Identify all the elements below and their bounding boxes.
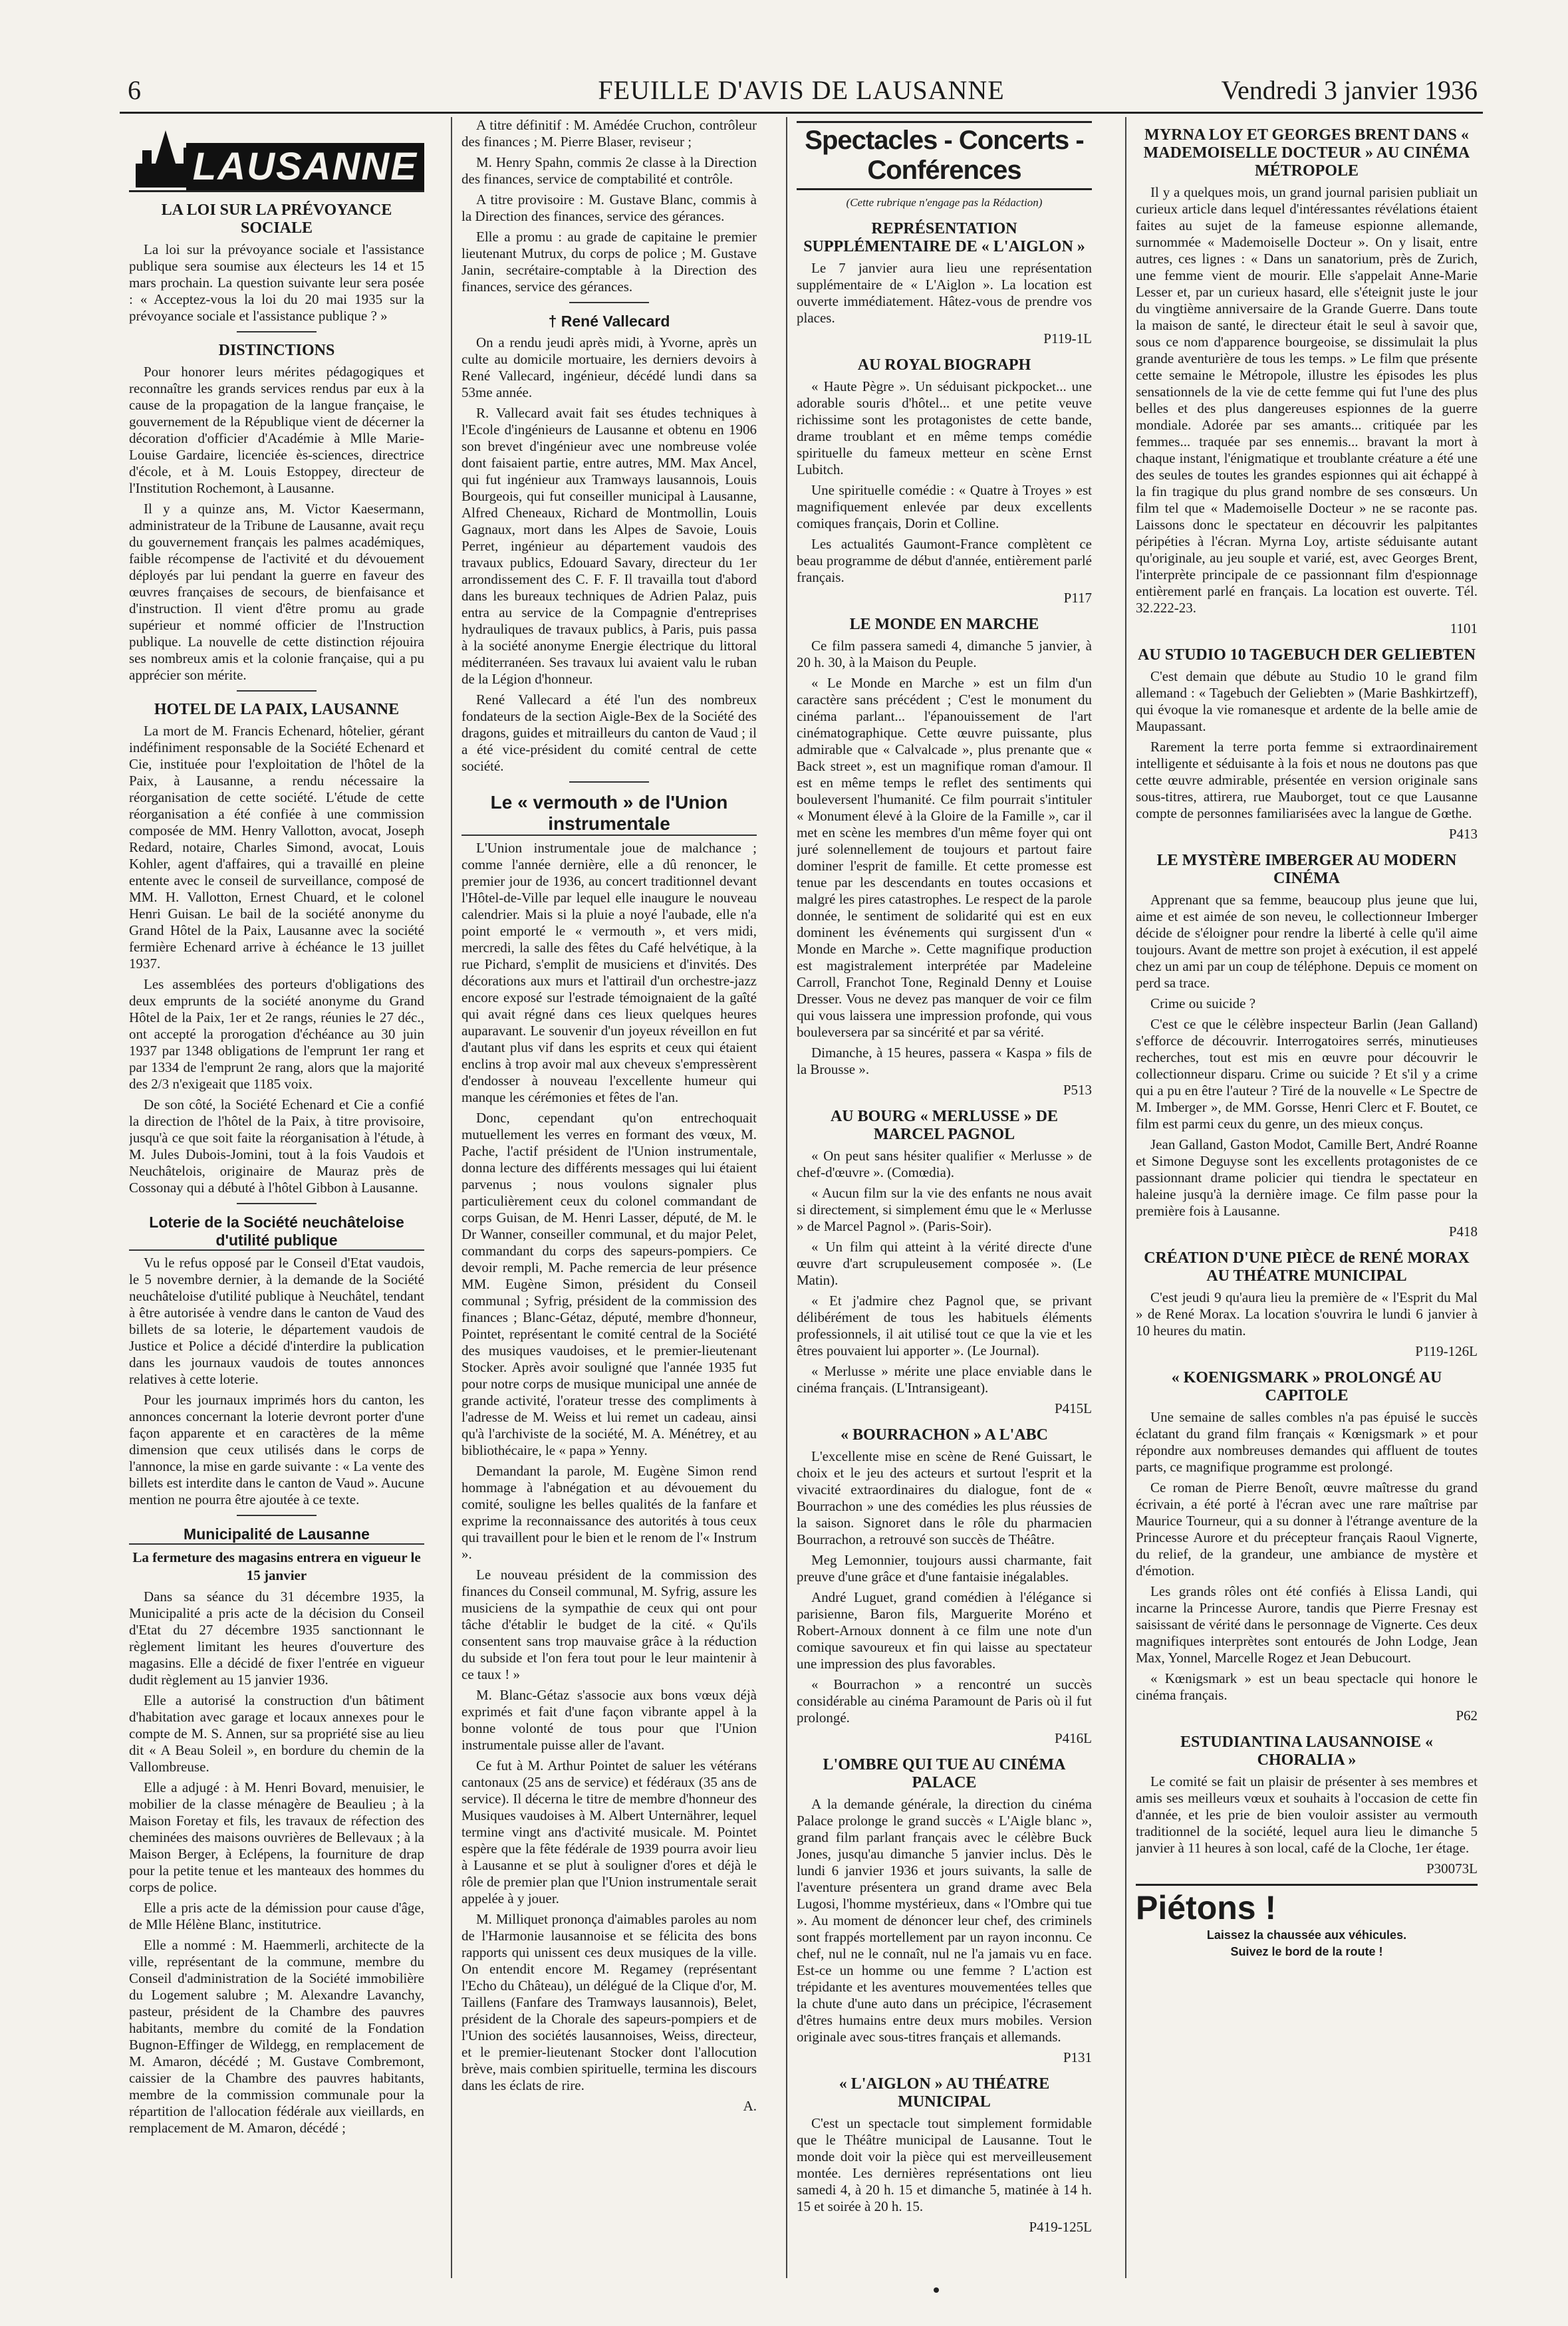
article-paragraph: C'est un spectacle tout simplement formidable que le Théâtre municipal de Lausanne. Tout le monde doit voir la pièce qui est merveilleusement montée. Les dernières représentations ont lieu samedi 4, à 20 h. 15 et dimanche 5, matinée à 14 h. 15 et soirée à 20 h. 15. <box>797 2115 1092 2214</box>
cathedral-icon <box>129 124 186 190</box>
column-4 <box>1136 117 1478 2311</box>
article-title: « KOENIGSMARK » PROLONGÉ AU CAPITOLE <box>1171 1369 1442 1404</box>
article-title: † René Vallecard <box>548 313 670 330</box>
article-paragraph: On a rendu jeudi après midi, à Yvorne, après un culte au domicile mortuaire, les derniers devoirs à René Vallecard, ingénieur, décédé lundi dans sa 53me année. <box>461 334 757 400</box>
article-paragraph: « On peut sans hésiter qualifier « Merlusse » de chef-d'œuvre ». (Comœdia). <box>797 1148 1092 1180</box>
column-1 <box>129 117 424 2311</box>
article-paragraph: Ce fut à M. Arthur Pointet de saluer les vétérans cantonaux (25 ans de service) et fédéraux (35 ans de service). Il décerna le titre de membre d'honneur des Musiques vaudoises à M. Albert Unternährer, lequel termine vingt ans d'activité musicale. M. Pointet espère que la fête fédérale de 1939 pourra avoir lieu à Lausanne et se plut à souligner d'ores et déjà le rôle de premier plan que l'Union instrumentale serait appelée à y jouer. <box>461 1757 757 1906</box>
article-title: AU ROYAL BIOGRAPH <box>857 356 1031 374</box>
article-title: L'OMBRE QUI TUE AU CINÉMA PALACE <box>823 1756 1066 1791</box>
article-title: LA LOI SUR LA PRÉVOYANCE SOCIALE <box>161 201 392 237</box>
ad-reference: P62 <box>1456 1708 1478 1724</box>
ad-reference: P117 <box>1063 590 1092 606</box>
column-rule <box>786 117 787 2278</box>
article-paragraph: « Le Monde en Marche » est un film d'un caractère sans précédent ; C'est le monument du cinéma parlant... l'épanouissement de l'art cinématographique. Cette œuvre puissante, plus admirable que « Calvalcade », plus prenante que « Back street », est un magnifique roman d'amour. Il est en même temps le reflet des sentiments qui bouleversent l'humanité. Ce film pourrait s'intituler « Monument élevé à la Gloire de la Famille », car il met en scène les membres d'un même foyer qui ont juré solennellement de toujours et partout faire dominer l'esprit de famille. Et cette promesse est tenue par les descendants en toutes occasions et malgré les pires catastrophes. Le respect de la parole donnée, le sentiment de solidarité qui est en eux dominent les événements qui surgissent d'un « Monde en Marche ». Cette magnifique production est magistralement interprétée par Madeleine Carroll, Franchot Tone, Reginald Denny et Louise Dresser. Vous ne devez pas manquer de voir ce film qui vous laissera une impression profonde, qui vous bouleversera par sa sincérité et par sa vérité. <box>797 675 1092 1040</box>
article-paragraph: Apprenant que sa femme, beaucoup plus jeune que lui, aime et est aimée de son neveu, le collectionneur Imberger décide de s'éloigner pour rendre la liberté à celle qu'il aime toujours. Avant de mettre son projet à exécution, il est appelé chez un ami par un coup de téléphone. Depuis ce moment on perd sa trace. <box>1136 892 1478 991</box>
article-paragraph: M. Henry Spahn, commis 2e classe à la Direction des finances, service de comptabilité et contrôle. <box>461 154 757 187</box>
page-number: 6 <box>128 75 141 105</box>
article-paragraph: R. Vallecard avait fait ses études techniques à l'Ecole d'ingénieurs de Lausanne et obtenu en 1906 son brevet d'ingénieur avec une nombreuse volée dont faisaient partie, entre autres, MM. Max Ancel, qui fut ingénieur aux Tramways lausannois, Louis Bourgeois, qui fut conseiller municipal à Lausanne, Alfred Cheneaux, Richard de Montmollin, Louis Gagnaux, mort dans les Alpes de Savoie, Louis Perret, ingénieur au département vaudois des travaux publics, Edouard Savary, directeur du 1er arrondissement des C. F. F. Il travailla tout d'abord dans les bureaux techniques de Adrien Palaz, puis entra au service de la Compagnie d'entreprises hydrauliques de travaux publics, à Paris, puis passa à la société anonyme Energie électrique du littoral méditerranéen. Ses travaux lui avaient valu le ruban de la Légion d'honneur. <box>461 405 757 687</box>
article-paragraph: Pour les journaux imprimés hors du canton, les annonces concernant la loterie devront porter d'une façon apparente et en caractères de la même dimension que ceux utilisés dans le corps de l'annonce, la mise en garde suivante : « La vente des billets est interdite dans le canton de Vaud ». Aucune mention ne pourra être ajoutée à ce texte. <box>129 1392 424 1507</box>
article-title: « BOURRACHON » A L'ABC <box>840 1426 1049 1444</box>
article-paragraph: Il y a quelques mois, un grand journal parisien publiait un curieux article dans lequel d'intéressantes révélations étaient faites au sujet de la fameuse espionne allemande, surnommée « Mademoiselle Docteur ». On y lisait, entre autres, ces lignes : « Dans un sanatorium, près de Zurich, une femme vient de mourir. Elle s'appelait Anne-Marie Lesser et, par un curieux hasard, elle s'éteignit juste le jour du vingtième anniversaire de la Grande Guerre. Dans toute la maison de santé, le directeur était le seul à savoir que, sous ce nom d'apparence bourgeoise, se dissimulait la plus grande aventurière de tous les temps. » Le film que présente cette semaine le Métropole, illustre les épisodes les plus sensationnels de la vie de cette femme qui fut l'une des plus belles et des plus dangereuses espionnes de la guerre mondiale. Adorée par ses amants... critiquée par les femmes... traquée par ses ennemis... bravant la mort à chaque instant, l'énigmatique et troublante créature a été une des seules de toutes les grandes espionnes qui ait échappé à la fin tragique du plus grand nombre de ses consœurs. Un film tel que « Mademoiselle Docteur » ne se raconte pas. Laissons donc le spectateur en découvrir les palpitantes péripéties à l'écran. Myrna Loy, artiste séduisante autant qu'originale, au jeu souple et varié, est, avec Georges Brent, l'interprète principale de ce passionnant film d'espionnage entièrement parlé en français. La location est ouverte. Tél. 32.222-23. <box>1136 184 1478 616</box>
article-paragraph: Elle a autorisé la construction d'un bâtiment d'habitation avec garage et locaux annexes pour le compte de M. S. Annen, sur sa propriété sise au lieu dit « A Beau Soleil », en bordure du chemin de la Vallombreuse. <box>129 1692 424 1775</box>
article-paragraph: Elle a adjugé : à M. Henri Bovard, menuisier, le mobilier de la classe ménagère de Beaulieu ; à la Maison Foretay et fils, les travaux de réfection des cheminées des maisons ouvrières de Bellevaux ; à la Maison Berger, à Eclépens, la fourniture de drap pour la petite tenue et les manteaux des hommes du corps de police. <box>129 1779 424 1895</box>
article-paragraph: Meg Lemonnier, toujours aussi charmante, fait preuve d'une grâce et d'une fantaisie inégalables. <box>797 1552 1092 1585</box>
article-paragraph: « Haute Pègre ». Un séduisant pickpocket... une adorable souris d'hôtel... et une petite veuve richissime sont les protagonistes de cette bande, drame troublant et en même temps comédie spirituelle du fameux metteur en scène Ernst Lubitch. <box>797 378 1092 477</box>
notice-title: Piétons ! <box>1136 1889 1277 1926</box>
ad-reference: P131 <box>1063 2049 1092 2065</box>
article-title: Loterie de la Société neuchâteloise d'utilité publique <box>129 1214 424 1251</box>
article-paragraph: Une semaine de salles combles n'a pas épuisé le succès éclatant du grand film français « Kœnigsmark » et pour répondre aux nombreuses demandes qui affluent de toutes parts, ce magnifique programme est prolongé. <box>1136 1409 1478 1475</box>
article-paragraph: « Kœnigsmark » est un beau spectacle qui honore le cinéma français. <box>1136 1670 1478 1703</box>
article-paragraph: Elle a pris acte de la démission pour cause d'âge, de Mlle Hélène Blanc, institutrice. <box>129 1900 424 1932</box>
masthead: FEUILLE D'AVIS DE LAUSANNE <box>598 75 1005 105</box>
notice-box <box>1136 1884 1478 1960</box>
article-title: Le « vermouth » de l'Union instrumentale <box>461 792 757 836</box>
article-paragraph: A titre définitif : M. Amédée Cruchon, contrôleur des finances ; M. Pierre Blaser, reviseur ; <box>461 117 757 150</box>
divider <box>237 1515 317 1516</box>
divider <box>237 690 317 692</box>
ad-reference: P119-1L <box>1043 330 1092 346</box>
article-paragraph: Vu le refus opposé par le Conseil d'Etat vaudois, le 5 novembre dernier, à la demande de la Société neuchâteloise d'utilité publique à Neuchâtel, tendant à être autorisée à vendre dans le canton de Vaud des billets de sa loterie, le département vaudois de Justice et Police a décidé d'interdire la publication dans les journaux vaudois de toutes annonces relatives à cette loterie. <box>129 1255 424 1387</box>
column-2 <box>461 117 757 2311</box>
divider <box>569 781 649 783</box>
article-paragraph: Dimanche, à 15 heures, passera « Kaspa » fils de la Brousse ». <box>797 1045 1092 1077</box>
article-paragraph: « Et j'admire chez Pagnol que, se privant délibérément de tous les habituels éléments professionnels, il ait utilisé tout ce que la vie et les êtres pouvaient lui apporter ». (Le Journal). <box>797 1293 1092 1358</box>
article-paragraph: « Un film qui atteint à la vérité directe d'une œuvre d'art scrupuleusement composée ». (Le Matin). <box>797 1239 1092 1288</box>
article-paragraph: A titre provisoire : M. Gustave Blanc, commis à la Direction des finances, service des gérances. <box>461 192 757 224</box>
column-3 <box>797 117 1092 2311</box>
article-paragraph: Une spirituelle comédie : « Quatre à Troyes » est magnifiquement enlevée par deux excellents comiques français, Dorin et Colline. <box>797 482 1092 531</box>
ad-reference: P416L <box>1054 1730 1092 1746</box>
issue-date: Vendredi 3 janvier 1936 <box>1221 75 1478 105</box>
article-paragraph: Le 7 janvier aura lieu une représentation supplémentaire de « L'Aiglon ». La location est ouverte immédiatement. Hâtez-vous de prendre vos places. <box>797 260 1092 326</box>
article-paragraph: Demandant la parole, M. Eugène Simon rend hommage à l'abnégation et au dévouement du comité, souligne les belles qualités de la fanfare et exprime la reconnaissance des autorités à tous ceux qui travaillent pour le bien et le renom de l'« Instrum ». <box>461 1463 757 1562</box>
page-mark <box>934 2287 939 2293</box>
divider <box>237 1203 317 1204</box>
ad-reference: P30073L <box>1426 1861 1478 1876</box>
article-paragraph: « Aucun film sur la vie des enfants ne nous avait si directement, si simplement ému que le « Merlusse » de Marcel Pagnol ». (Paris-Soir). <box>797 1185 1092 1234</box>
article-title: ESTUDIANTINA LAUSANNOISE « CHORALIA » <box>1180 1734 1434 1769</box>
article-paragraph: M. Blanc-Gétaz s'associe aux bons vœux déjà exprimés et fait d'une façon vibrante appel à la bonne volonté de tous pour que l'Union instrumentale puisse aller de l'avant. <box>461 1687 757 1753</box>
divider <box>237 331 317 332</box>
article-title: MYRNA LOY ET GEORGES BRENT DANS « MADEMOISELLE DOCTEUR » AU CINÉMA MÉTROPOLE <box>1143 126 1470 180</box>
article-paragraph: André Luguet, grand comédien à l'élégance si parisienne, Baron fils, Marguerite Moréno et Robert-Arnoux donnent à ce film une note d'un comique savoureux et fin qui laisse au spectateur une impression des plus favorables. <box>797 1589 1092 1672</box>
article-paragraph: C'est ce que le célèbre inspecteur Barlin (Jean Galland) s'efforce de découvrir. Interrogatoires serrés, minutieuses recherches, tout est mis en œuvre pour découvrir le collectionneur disparu. Crime ou suicide ? Et s'il y a crime qui a pu en être l'auteur ? Tiré de la nouvelle « Le Spectre de M. Imberger », de MM. Gorsse, Henri Clerc et F. Boutet, ce film est parmi ceux du genre, un des mieux conçus. <box>1136 1016 1478 1132</box>
column-rule <box>1125 117 1126 2278</box>
ad-reference: P413 <box>1448 826 1478 842</box>
section-note: (Cette rubrique n'engage pas la Rédaction) <box>846 196 1043 209</box>
article-paragraph: « Merlusse » mérite une place enviable dans le cinéma français. (L'Intransigeant). <box>797 1363 1092 1396</box>
article-paragraph: De son côté, la Société Echenard et Cie a confié la direction de l'hôtel de la Paix, à titre provisoire, jusqu'à ce que soit faite la réorganisation à l'étude, à M. Jules Dubois-Jomini, tout à la fois Vaudois et Neuchâtelois, originaire de Mauraz près de Cossonay qui a débuté à l'hôtel Gibbon à Lausanne. <box>129 1097 424 1196</box>
article-title: REPRÉSENTATION SUPPLÉMENTAIRE DE « L'AIGLON » <box>803 220 1085 255</box>
article-title: AU BOURG « MERLUSSE » DE MARCEL PAGNOL <box>830 1108 1059 1143</box>
article-paragraph: Pour honorer leurs mérites pédagogiques et reconnaître les grands services rendus par eux à la cause de la propagation de la langue française, le gouvernement de la République vient de décerner la décoration d'officier d'Académie à Mlle Marie-Louise Gardaire, licenciée ès-sciences, directrice d'école, et à M. Louis Estoppey, directeur de l'Institution Rochemont, à Lausanne. <box>129 364 424 496</box>
article-paragraph: René Vallecard a été l'un des nombreux fondateurs de la section Aigle-Bex de la Société des dragons, guides et mitrailleurs du canton de Vaud ; il a été vice-président du comité central de cette société. <box>461 692 757 774</box>
article-subtitle: La fermeture des magasins entrera en vigueur le 15 janvier <box>132 1549 421 1583</box>
ad-reference: P418 <box>1448 1224 1478 1239</box>
article-paragraph: Jean Galland, Gaston Modot, Camille Bert, André Roanne et Simone Deguyse sont les excellents protagonistes de ce passionnant drame policier qui tiendra le spectateur en haleine jusqu'à la dernière image. Ce film passe pour la première fois à Lausanne. <box>1136 1136 1478 1219</box>
article-paragraph: Donc, cependant qu'on entrechoquait mutuellement les verres en formant des vœux, M. Pache, l'actif président de l'Union instrumentale, donna lecture des différents messages qui lui étaient parvenus ; nous voulons signaler plus particulièrement ceux du colonel commandant de corps Guisan, de M. Henri Lasser, député, de M. le Dr Wanner, conseiller communal, et du major Pelet, commandant du corps des sapeurs-pompiers. Ce devoir rempli, M. Pache remercia de leur présence MM. Eugène Simon, président du Conseil communal ; Syfrig, président de la commission des finances ; Blanc-Gétaz, député, membre d'honneur, Pointet, représentant le comité central de la Société des musiques vaudoises, et le premier-lieutenant Stocker. Après avoir souligné que l'année 1935 fut pour notre corps de musique municipal une année de grande activité, l'orateur tresse des compliments à l'adresse de M. Weiss et lui remet un cadeau, ainsi qu'à l'archiviste de la société, M. A. Ménétrey, et au bibliothécaire, le « papa » Yenny. <box>461 1110 757 1458</box>
column-rule <box>451 117 452 2278</box>
article-title: AU STUDIO 10 TAGEBUCH DER GELIEBTEN <box>1138 646 1476 664</box>
notice-line: Suivez le bord de la route ! <box>1230 1945 1383 1958</box>
ad-reference: P415L <box>1054 1400 1092 1416</box>
ad-reference: P419-125L <box>1029 2219 1092 2235</box>
article-paragraph: Crime ou suicide ? <box>1150 995 1256 1011</box>
article-title: Municipalité de Lausanne <box>129 1525 424 1545</box>
article-paragraph: L'excellente mise en scène de René Guissart, le choix et le jeu des acteurs et surtout l'esprit et la vivacité extraordinaires du dialogue, font de « Bourrachon » une des comédies les plus réussies de la saison. Signoret dans le rôle du pharmacien Bourrachon, a retrouvé son succès de Théâtre. <box>797 1448 1092 1547</box>
article-paragraph: Dans sa séance du 31 décembre 1935, la Municipalité a pris acte de la décision du Conseil d'Etat du 27 décembre 1935 sanctionnant le règlement limitant les heures d'ouverture des magasins. Elle a décidé de fixer l'entrée en vigueur dudit règlement au 15 janvier 1936. <box>129 1589 424 1688</box>
article-title: LE MYSTÈRE IMBERGER AU MODERN CINÉMA <box>1156 852 1457 887</box>
article-paragraph: Ce roman de Pierre Benoît, œuvre maîtresse du grand écrivain, a été porté à l'écran avec une rare maîtrise par Maurice Tourneur, qui a su donner à l'étrange aventure de la Princesse Aurore et du précepteur français Raoul Vignerte, du relief, de la grandeur, une ambiance de mystère et d'émotion. <box>1136 1480 1478 1579</box>
article-paragraph: C'est demain que débute au Studio 10 le grand film allemand : « Tagebuch der Geliebten » (Marie Bashkirtzeff), qui évoque la vie romanesque et ardente de la belle amie de Maupassant. <box>1136 668 1478 734</box>
article-paragraph: Elle a nommé : M. Haemmerli, architecte de la ville, représentant de la commune, membre du Conseil d'administration de la Société immobilière du Logement salubre ; M. Alexandre Lavanchy, pasteur, président de la Chambre des pauvres habitants, membre du comité de la Fondation Bugnon-Effinger de Wildegg, en remplacement de M. Amaron, décédé ; M. Gustave Combremont, caissier de la Chambre des pauvres habitants, membre de la commission communale pour la répartition de l'allocation fédérale aux vieillards, en remplacement de M. Amaron, décédé ; <box>129 1937 424 2136</box>
article-paragraph: Les assemblées des porteurs d'obligations des deux emprunts de la société anonyme du Grand Hôtel de la Paix, 1er et 2e rangs, réunies le 27 déc., ont accepté la prorogation d'échéance au 30 juin 1937 par 1348 obligations de l'emprunt 1er rang et par 1334 de l'emprunt 2e rang, alors que la majorité des 2/3 n'exigeait que 1185 voix. <box>129 976 424 1092</box>
article-title: LE MONDE EN MARCHE <box>849 616 1039 633</box>
divider <box>569 302 649 303</box>
page-header <box>120 69 1483 114</box>
logo-word: LAUSANNE <box>186 143 424 190</box>
notice-line: Laissez la chaussée aux véhicules. <box>1206 1928 1407 1942</box>
article-paragraph: L'Union instrumentale joue de malchance ; comme l'année dernière, elle a dû renoncer, le premier jour de 1936, au concert traditionnel devant l'Hôtel-de-Ville par lequel elle inaugure le nouveau calendrier. Mais si la pluie a noyé l'aubade, elle n'a point emporté le « vermouth », et vers midi, mercredi, la salle des fêtes du Café helvétique, à la rue Pichard, s'emplit de musiciens et d'invités. Des décorations aux murs et l'attirail d'un orchestre-jazz encore exposé sur l'estrade témoignaient de la gaîté qui avait régné dans ces lieux quelques heures auparavant. Le souvenir d'un joyeux réveillon en fut d'autant plus vif dans les esprits et ceux qui étaient enclins à trop avoir mal aux cheveux s'empressèrent d'endosser à nouveau l'excellente humeur qui manque les cérémonies et fêtes de l'an. <box>461 840 757 1105</box>
article-paragraph: Le comité se fait un plaisir de présenter à ses membres et amis ses meilleurs vœux et souhaits à l'occasion de cette fin d'année, et les prie de bien vouloir assister au vermouth traditionnel de la société, lequel aura lieu le dimanche 5 janvier à 11 heures à son local, café de la Cloche, 1er étage. <box>1136 1773 1478 1856</box>
article-paragraph: La mort de M. Francis Echenard, hôtelier, gérant indéfiniment responsable de la Société Echenard et Cie, instituée pour l'exploitation de l'hôtel de la Paix, à Lausanne, a rendu nécessaire la réorganisation de cette société. L'étude de cette réorganisation a été confiée à une commission composée de MM. Henry Vallotton, avocat, Joseph Redard, notaire, Charles Simond, avocat, Louis Kohler, agent d'affaires, qui a travaillé en pleine entente avec le conseil de surveillance, composé de MM. H. Vallotton, Ernest Chuard, et le colonel Henri Guisan. Le bail de la société anonyme du Grand Hôtel de la Paix, Lausanne avec la société fermière Echenard arrive à échéance le 13 juillet 1937. <box>129 723 424 971</box>
article-paragraph: Rarement la terre porta femme si extraordinairement intelligente et séduisante à la fois et nous ne doutons pas que cette œuvre admirable, présentée en version originale sans sous-titres, attirera, rue Mauborget, tout ce que Lausanne compte de personnes familiarisées avec la langue de Gœthe. <box>1136 739 1478 821</box>
article-paragraph: Les actualités Gaumont-France complètent ce beau programme de début d'année, entièrement parlé français. <box>797 536 1092 585</box>
article-title: HOTEL DE LA PAIX, LAUSANNE <box>154 701 400 718</box>
article-paragraph: Il y a quinze ans, M. Victor Kaesermann, administrateur de la Tribune de Lausanne, avait reçu du gouvernement français les palmes académiques, faible récompense de l'activité et du dévouement déployés par lui pendant la guerre en faveur des œuvres françaises de secours, de bienfaisance et d'instruction. Il vient d'être promu au grade supérieur et nommé officier de l'Instruction publique. La nouvelle de cette distinction réjouira ses nombreux amis et la colonie française, qui a pu apprécier son mérite. <box>129 501 424 683</box>
article-paragraph: C'est jeudi 9 qu'aura lieu la première de « l'Esprit du Mal » de René Morax. La location s'ouvrira le lundi 6 janvier à 10 heures du matin. <box>1136 1289 1478 1339</box>
article-paragraph: Le nouveau président de la commission des finances du Conseil communal, M. Syfrig, assure les musiciens de la sympathie de ceux qui ont pour tâche d'établir le budget de la cité. « Qu'ils consentent sans trop mauvaise grâce à la réduction du subside et l'on fera tout pour le leur maintenir à ce taux ! » <box>461 1567 757 1682</box>
ad-reference: P119-126L <box>1415 1343 1478 1359</box>
ad-reference: P513 <box>1063 1082 1092 1098</box>
article-paragraph: Ce film passera samedi 4, dimanche 5 janvier, à 20 h. 30, à la Maison du Peuple. <box>797 638 1092 670</box>
article-title: DISTINCTIONS <box>218 342 335 359</box>
article-paragraph: « Bourrachon » a rencontré un succès considérable au cinéma Paramount de Paris où il fut prolongé. <box>797 1676 1092 1726</box>
ad-reference: 1101 <box>1450 620 1478 636</box>
signature: A. <box>743 2098 757 2114</box>
article-paragraph: Elle a promu : au grade de capitaine le premier lieutenant Mutrux, du corps de police ; M. Gustave Janin, secrétaire-comptable à la Direction des finances, service des gérances. <box>461 229 757 295</box>
article-paragraph: La loi sur la prévoyance sociale et l'assistance publique sera soumise aux électeurs les 14 et 15 mars prochain. La question suivante leur sera posée : « Acceptez-vous la loi du 20 mai 1935 sur la prévoyance sociale et l'assistance publique ? » <box>129 241 424 324</box>
article-paragraph: Les grands rôles ont été confiés à Elissa Landi, qui incarne la Princesse Aurore, tandis que Pierre Fresnay est saisissant de vérité dans le personnage de Vignerte. Ces deux magnifiques interprètes sont entourés de John Lodge, Jean Max, Yonnel, Marcelle Rogez et Jean Debucourt. <box>1136 1583 1478 1666</box>
article-paragraph: M. Milliquet prononça d'aimables paroles au nom de l'Harmonie lausannoise et se félicita des bons rapports qui unissent ces deux musiques de la ville. On entendit encore M. Regamey (représentant l'Echo du Château), un délégué de la Clique d'or, M. Taillens (Fanfare des Tramways lausannois), Belet, président de la Chorale des sapeurs-pompiers et de l'Union des sociétés lausannoises, Weiss, directeur, et le premier-lieutenant Stocker dont l'allocution brève, mais combien spirituelle, termina les discours dans les éclats de rire. <box>461 1911 757 2093</box>
lausanne-logo <box>129 117 424 192</box>
article-paragraph: A la demande générale, la direction du cinéma Palace prolonge le grand succès « L'Aigle blanc », grand film parlant français avec le célèbre Buck Jones, jusqu'au dimanche 5 janvier inclus. Dès le lundi 6 janvier 1936 et jours suivants, la salle de l'aventure présentera un grand drame avec Bela Lugosi, l'homme mystérieux, dans « l'Ombre qui tue ». Au moment de dénoncer leur chef, des criminels sont frappés mortellement par un rayon inconnu. Ce chef, nul ne le connaît, nul ne l'a jamais vu en face. Est-ce un homme ou une femme ? L'action est trépidante et les aventures mouvementées telles que la chute d'une auto dans un précipice, l'écrasement d'êtres humains entre deux murs mobiles. Version originale avec sous-titres français et allemands. <box>797 1796 1092 2045</box>
article-title: « L'AIGLON » AU THÉATRE MUNICIPAL <box>839 2075 1050 2111</box>
article-title: CRÉATION D'UNE PIÈCE de RENÉ MORAX AU THÉATRE MUNICIPAL <box>1144 1249 1470 1285</box>
section-title: Spectacles - Concerts - Conférences <box>797 121 1092 190</box>
